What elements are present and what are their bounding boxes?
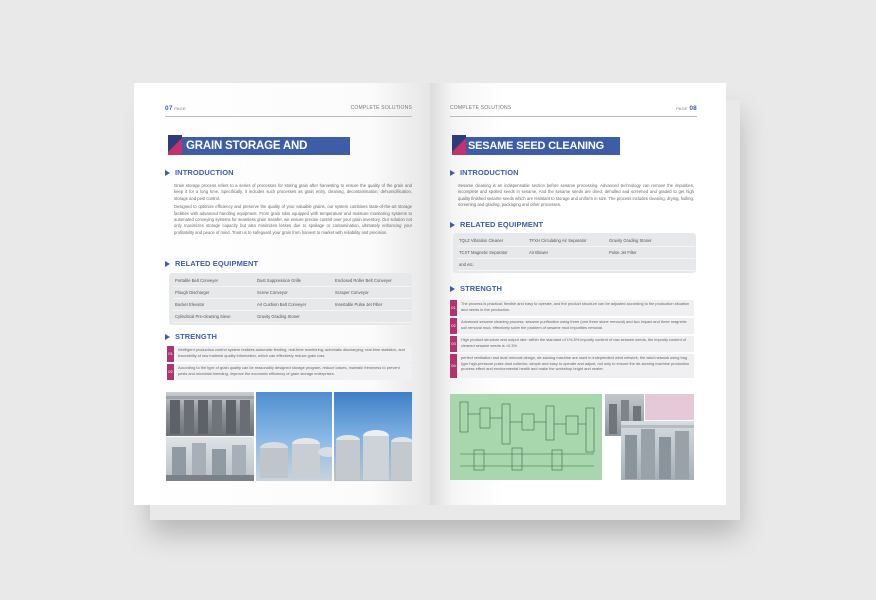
intro-body (458, 183, 694, 211)
equipment-cell: Gravity Grading Stoner (255, 311, 333, 323)
section-arrow-icon (450, 170, 455, 176)
equipment-cell: TCXT Magnetic Separator (457, 247, 527, 259)
equipment-cell: Portable Belt Conveyer (173, 275, 255, 287)
strength-item (450, 300, 694, 316)
section-arrow-icon (165, 170, 170, 176)
process-diagram-illustration (450, 394, 602, 480)
process-flow-diagram (450, 394, 602, 480)
page-title-bar (452, 137, 620, 155)
page-title-bar (168, 137, 350, 170)
equipment-cell: Dust Suppression Grille (255, 275, 333, 287)
strength-text: High product structure and output rate: within the standard of 1%-5% impurity content of raw sesame seeds, the impurity content of cleaned sesame seeds is <0.3%. (459, 336, 694, 352)
equipment-cell: Bucket Elevator (173, 299, 255, 311)
section-arrow-icon (165, 334, 170, 340)
equipment-cell: Gravity Grading Stoner (607, 235, 695, 247)
strength-heading: STRENGTH (450, 284, 502, 293)
section-arrow-icon (450, 286, 455, 292)
equipment-cell: Enclosed Roller Belt Conveyer (333, 275, 411, 287)
right-header-title: COMPLETE SOLUTIONS (450, 105, 512, 111)
equipment-grid (173, 275, 411, 323)
header-divider (165, 116, 412, 117)
machinery-illustration (166, 437, 254, 481)
equipment-cell: Plough Discharger (173, 287, 255, 299)
equipment-heading: RELATED EQUIPMENT (165, 259, 258, 268)
intro-paragraph: Sesame cleaning is an indispensable section before sesame processing. Advanced technology can remove the impurities, incomplete and spoiled seeds in sesame, And the sesame seeds are dried, dehulled and screened and graded to get high quality finished sesame seeds which are resistant to storage and uniform in size. The process includes cleaning, drying, hulling, screening and grading, packaging and other processes. (458, 183, 694, 208)
title-badge-icon (452, 135, 466, 155)
strength-number: 01 (167, 346, 174, 362)
equipment-cell: Insertable Pulse Jet Filter (333, 299, 411, 311)
intro-paragraph: Designed to optimize efficiency and preserve the quality of your valuable grains, our system combines state-of-the-art storage facilities with advanced handling equipment. From grain silos equipped with temperature and moisture monitoring systems to automated conveying systems for seamless grain transfer, we ensure precise control over your grain inventory. Our solution not only maximizes storage capacity but also minimizes losses due to spoilage or contamination, ultimately enhancing your profitability and peace of mind. Trust us to safeguard your grain from harvest to market with reliability and precision. (174, 204, 412, 235)
equipment-cell: and etc. (457, 259, 527, 271)
left-page (134, 83, 430, 505)
page-label: PAGE (174, 106, 186, 111)
equipment-cell: Scraper Conveyor (333, 287, 411, 299)
equipment-cell: Screw Conveyor (255, 287, 333, 299)
machinery-photo (166, 437, 254, 481)
strength-item (167, 364, 412, 380)
strength-number: 04 (450, 354, 457, 378)
silo-aerial-photo-1 (256, 392, 332, 481)
left-header-title: COMPLETE SOLUTIONS (350, 105, 412, 111)
section-arrow-icon (450, 222, 455, 228)
intro-heading: INTRODUCTION (450, 168, 519, 177)
strength-heading: STRENGTH (165, 332, 217, 341)
strength-text: perfect ventilation and dust removal design, de-stoning machine are used in independent wind network, the wind network using bag type high-pressure pulse dust collector, simple and easy to operate and adjust, not only to ensure the de-stoning machine production process effect and environmental health and make the workshop bright and neater. (459, 354, 694, 378)
cleaning-machinery-photo (621, 421, 694, 480)
section-arrow-icon (165, 261, 170, 267)
intro-heading: INTRODUCTION (165, 168, 234, 177)
page-number: 07 (165, 105, 173, 112)
intro-body (174, 183, 412, 238)
right-page (430, 83, 726, 505)
title-badge-icon (168, 135, 182, 155)
equipment-heading: RELATED EQUIPMENT (450, 220, 543, 229)
equipment-cell: TQLZ Vibration Cleaner (457, 235, 527, 247)
strength-text: Advanced sesame cleaning process, sesame purification using three (one three stone removal) and two impact and three magnetic soil removal mud, effectively solve the problem of sesame mud impurities removal. (459, 318, 694, 334)
equipment-cell: Air Cushion Belt Conveyer (255, 299, 333, 311)
page-title: SESAME SEED CLEANING (468, 140, 604, 152)
strength-number: 01 (450, 300, 457, 316)
silo-aerial-photo-2 (334, 392, 412, 481)
strength-item (450, 354, 694, 378)
intro-paragraph: Grain storage process refers to a series of processes for storing grain after harvesting to ensure the quality of the grain and keep it for a long time. Specifically, it includes such processes as grain entry, cleaning, decontamination, dehumidification, storage and pest control. (174, 183, 412, 201)
silo-aerial-illustration (334, 392, 412, 481)
right-page-number (676, 105, 697, 112)
strength-number: 02 (167, 364, 174, 380)
strength-number: 02 (450, 318, 457, 334)
page-title: GRAIN STORAGE AND HANDLING (186, 140, 308, 170)
strength-item (450, 336, 694, 352)
pink-accent-block (645, 394, 694, 420)
equipment-cell (333, 311, 411, 323)
silo-interior-illustration (166, 392, 254, 436)
strength-text: The process is practical, flexible and easy to operate, and the product structure can be adjusted according to the production situation and needs in the production. (459, 300, 694, 316)
equipment-grid (457, 235, 695, 271)
strength-item (167, 346, 412, 362)
equipment-cell: Air Blower (527, 247, 607, 259)
equipment-cell: Cylindrical Pre-cleaning Sieve (173, 311, 255, 323)
equipment-cell: TFXH Circulating Air Separator (527, 235, 607, 247)
cleaning-machinery-illustration (621, 421, 694, 480)
page-label: PAGE (676, 106, 688, 111)
strength-item (450, 318, 694, 334)
equipment-cell: Pulse Jet Filter (607, 247, 695, 259)
header-divider (450, 116, 697, 117)
strength-text: According to the type of grain quality can be reasonably designed storage program, reduce losses, maintain freshness to prevent pests and microbial breeding, improve the economic efficiency of grain storage enterprises. (176, 364, 412, 380)
page-number: 08 (689, 105, 697, 112)
silo-aerial-illustration (256, 392, 332, 481)
strength-number: 03 (450, 336, 457, 352)
left-page-number (165, 105, 186, 112)
strength-text: Intelligent production control system realizes automatic feeding, real-time monitoring, automatic discharging, real-time statistics, and traceability of raw material quality information, which can effectively reduce grain loss. (176, 346, 412, 362)
equipment-cell (607, 259, 695, 271)
equipment-cell (527, 259, 607, 271)
silo-interior-photo (166, 392, 254, 436)
